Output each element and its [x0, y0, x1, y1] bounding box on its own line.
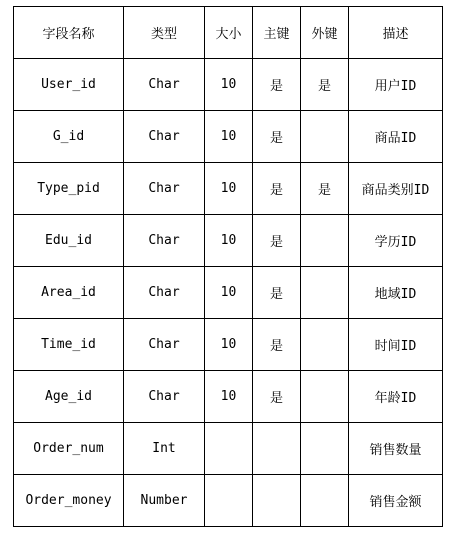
cell-size: 10 — [205, 59, 253, 111]
table-row — [14, 371, 443, 423]
cell-field-name: G_id — [14, 111, 124, 163]
header-size: 大小 — [205, 7, 253, 59]
header-row — [14, 7, 443, 59]
header-type: 类型 — [124, 7, 205, 59]
cell-description: 年龄ID — [349, 371, 443, 423]
cell-type: Char — [124, 371, 205, 423]
cell-description: 商品类别ID — [349, 163, 443, 215]
table-row — [14, 267, 443, 319]
table-row — [14, 319, 443, 371]
cell-primary-key: 是 — [253, 163, 301, 215]
cell-field-name: Order_money — [14, 475, 124, 527]
cell-foreign-key — [301, 423, 349, 475]
cell-primary-key: 是 — [253, 111, 301, 163]
cell-size: 10 — [205, 319, 253, 371]
cell-size: 10 — [205, 267, 253, 319]
cell-description: 销售金额 — [349, 475, 443, 527]
cell-type: Char — [124, 319, 205, 371]
cell-size: 10 — [205, 163, 253, 215]
table-row — [14, 475, 443, 527]
field-schema-table — [13, 6, 443, 527]
cell-primary-key: 是 — [253, 59, 301, 111]
cell-primary-key — [253, 475, 301, 527]
cell-description: 商品ID — [349, 111, 443, 163]
cell-foreign-key — [301, 267, 349, 319]
cell-primary-key: 是 — [253, 319, 301, 371]
cell-size: 10 — [205, 371, 253, 423]
cell-description: 用户ID — [349, 59, 443, 111]
cell-description: 销售数量 — [349, 423, 443, 475]
cell-type: Char — [124, 163, 205, 215]
cell-size — [205, 423, 253, 475]
cell-type: Int — [124, 423, 205, 475]
cell-foreign-key — [301, 371, 349, 423]
table-row — [14, 111, 443, 163]
table-body — [14, 59, 443, 527]
cell-field-name: Type_pid — [14, 163, 124, 215]
cell-field-name: User_id — [14, 59, 124, 111]
cell-foreign-key — [301, 319, 349, 371]
cell-size: 10 — [205, 111, 253, 163]
cell-primary-key: 是 — [253, 371, 301, 423]
cell-type: Char — [124, 59, 205, 111]
table-row — [14, 215, 443, 267]
cell-foreign-key — [301, 475, 349, 527]
cell-field-name: Time_id — [14, 319, 124, 371]
cell-description: 时间ID — [349, 319, 443, 371]
cell-description: 学历ID — [349, 215, 443, 267]
cell-size — [205, 475, 253, 527]
cell-primary-key: 是 — [253, 215, 301, 267]
header-description: 描述 — [349, 7, 443, 59]
header-foreign-key: 外键 — [301, 7, 349, 59]
cell-type: Char — [124, 267, 205, 319]
table-header — [14, 7, 443, 59]
table-row — [14, 59, 443, 111]
cell-foreign-key: 是 — [301, 59, 349, 111]
cell-type: Char — [124, 215, 205, 267]
cell-type: Number — [124, 475, 205, 527]
cell-primary-key: 是 — [253, 267, 301, 319]
cell-foreign-key — [301, 215, 349, 267]
header-primary-key: 主键 — [253, 7, 301, 59]
cell-size: 10 — [205, 215, 253, 267]
cell-field-name: Order_num — [14, 423, 124, 475]
cell-foreign-key — [301, 111, 349, 163]
table-row — [14, 423, 443, 475]
cell-field-name: Age_id — [14, 371, 124, 423]
cell-field-name: Area_id — [14, 267, 124, 319]
cell-description: 地域ID — [349, 267, 443, 319]
table-row — [14, 163, 443, 215]
cell-foreign-key: 是 — [301, 163, 349, 215]
cell-primary-key — [253, 423, 301, 475]
header-field-name: 字段名称 — [14, 7, 124, 59]
cell-type: Char — [124, 111, 205, 163]
cell-field-name: Edu_id — [14, 215, 124, 267]
